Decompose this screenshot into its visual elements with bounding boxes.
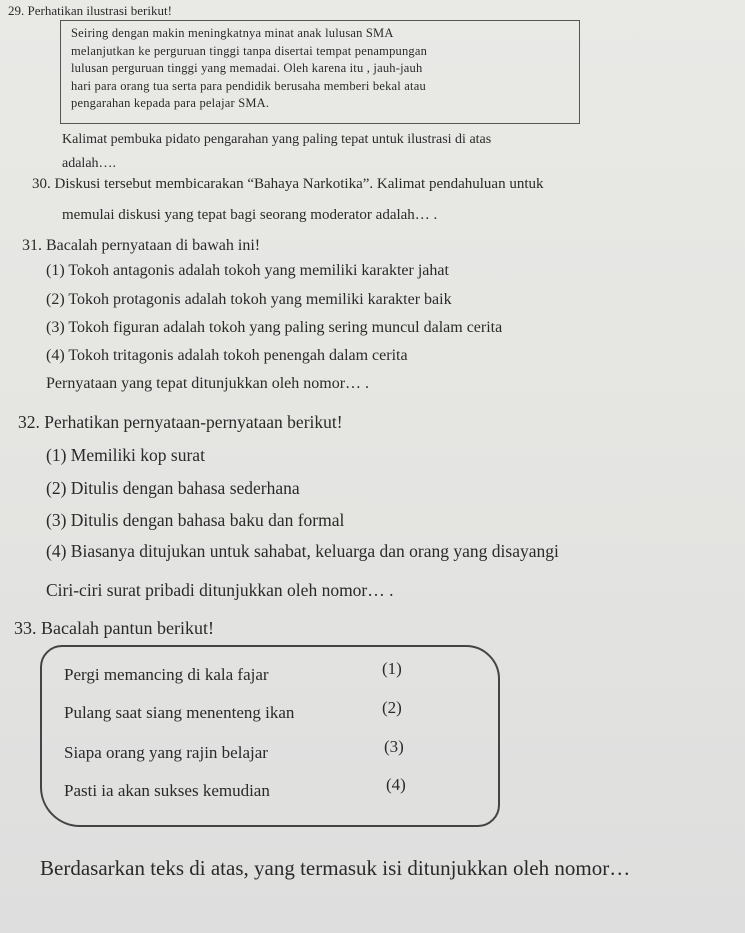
question-30-line2: memulai diskusi yang tepat bagi seorang moderator adalah… . [62,207,438,223]
illustration-line: hari para orang tua serta para pendidik berusaha memberi bekal atau [71,78,426,93]
question-29-text-line2: adalah…. [62,156,117,171]
question-32-header [18,412,343,433]
statement-item: (3) Tokoh figuran adalah tokoh yang paling sering muncul dalam cerita [46,319,503,336]
question-32-number: 32. [18,412,40,432]
question-29-number: 29. [8,3,25,18]
question-31-number: 31. [22,237,42,254]
question-29-text-line1: Kalimat pembuka pidato pengarahan yang paling tepat untuk ilustrasi di atas [62,132,492,147]
illustration-line: lulusan perguruan tinggi yang memadai. Oleh karena itu , jauh-jauh [71,61,423,75]
question-31-text: Pernyataan yang tepat ditunjukkan oleh nomor… . [46,375,370,392]
pantun-line-number: (2) [382,698,402,717]
illustration-line: Seiring dengan makin meningkatnya minat anak lulusan SMA [71,26,394,40]
question-30-number: 30. [32,176,51,192]
illustration-line: pengarahan kepada para pelajar SMA. [71,96,270,110]
question-32-text: Ciri-ciri surat pribadi ditunjukkan oleh nomor… . [46,580,394,600]
pantun-box [40,645,500,827]
illustration-box [60,20,580,124]
pantun-line-number: (4) [386,775,406,794]
pantun-line: Pasti ia akan sukses kemudian [64,781,270,800]
question-31-intro: Bacalah pernyataan di bawah ini! [46,237,261,254]
question-29-intro: Perhatikan ilustrasi berikut! [27,3,172,18]
question-30-line1 [32,176,544,193]
pantun-line: Pergi memancing di kala fajar [64,665,269,684]
statement-item: (1) Memiliki kop surat [46,445,205,465]
question-30-text: Diskusi tersebut membicarakan “Bahaya Narkotika”. Kalimat pendahuluan untuk [54,176,544,192]
statement-item: (1) Tokoh antagonis adalah tokoh yang memiliki karakter jahat [46,262,449,279]
statement-item: (4) Biasanya ditujukan untuk sahabat, keluarga dan orang yang disayangi [46,541,559,561]
question-33-header [14,618,214,639]
question-33-text: Berdasarkan teks di atas, yang termasuk isi ditunjukkan oleh nomor… [40,856,631,880]
pantun-line-number: (3) [384,737,404,756]
question-31-header [22,237,260,255]
pantun-line-number: (1) [382,659,402,678]
question-33-number: 33. [14,618,37,638]
statement-item: (3) Ditulis dengan bahasa baku dan formal [46,510,345,530]
pantun-line: Siapa orang yang rajin belajar [64,743,268,762]
statement-item: (2) Tokoh protagonis adalah tokoh yang memiliki karakter baik [46,291,452,308]
question-29-header [8,3,172,19]
question-33-intro: Bacalah pantun berikut! [41,618,214,638]
pantun-line: Pulang saat siang menenteng ikan [64,703,295,722]
statement-item: (2) Ditulis dengan bahasa sederhana [46,478,300,498]
illustration-line: melanjutkan ke perguruan tinggi tanpa disertai tempat penampungan [71,43,428,58]
question-32-intro: Perhatikan pernyataan-pernyataan berikut! [44,412,343,432]
statement-item: (4) Tokoh tritagonis adalah tokoh penengah dalam cerita [46,347,408,364]
